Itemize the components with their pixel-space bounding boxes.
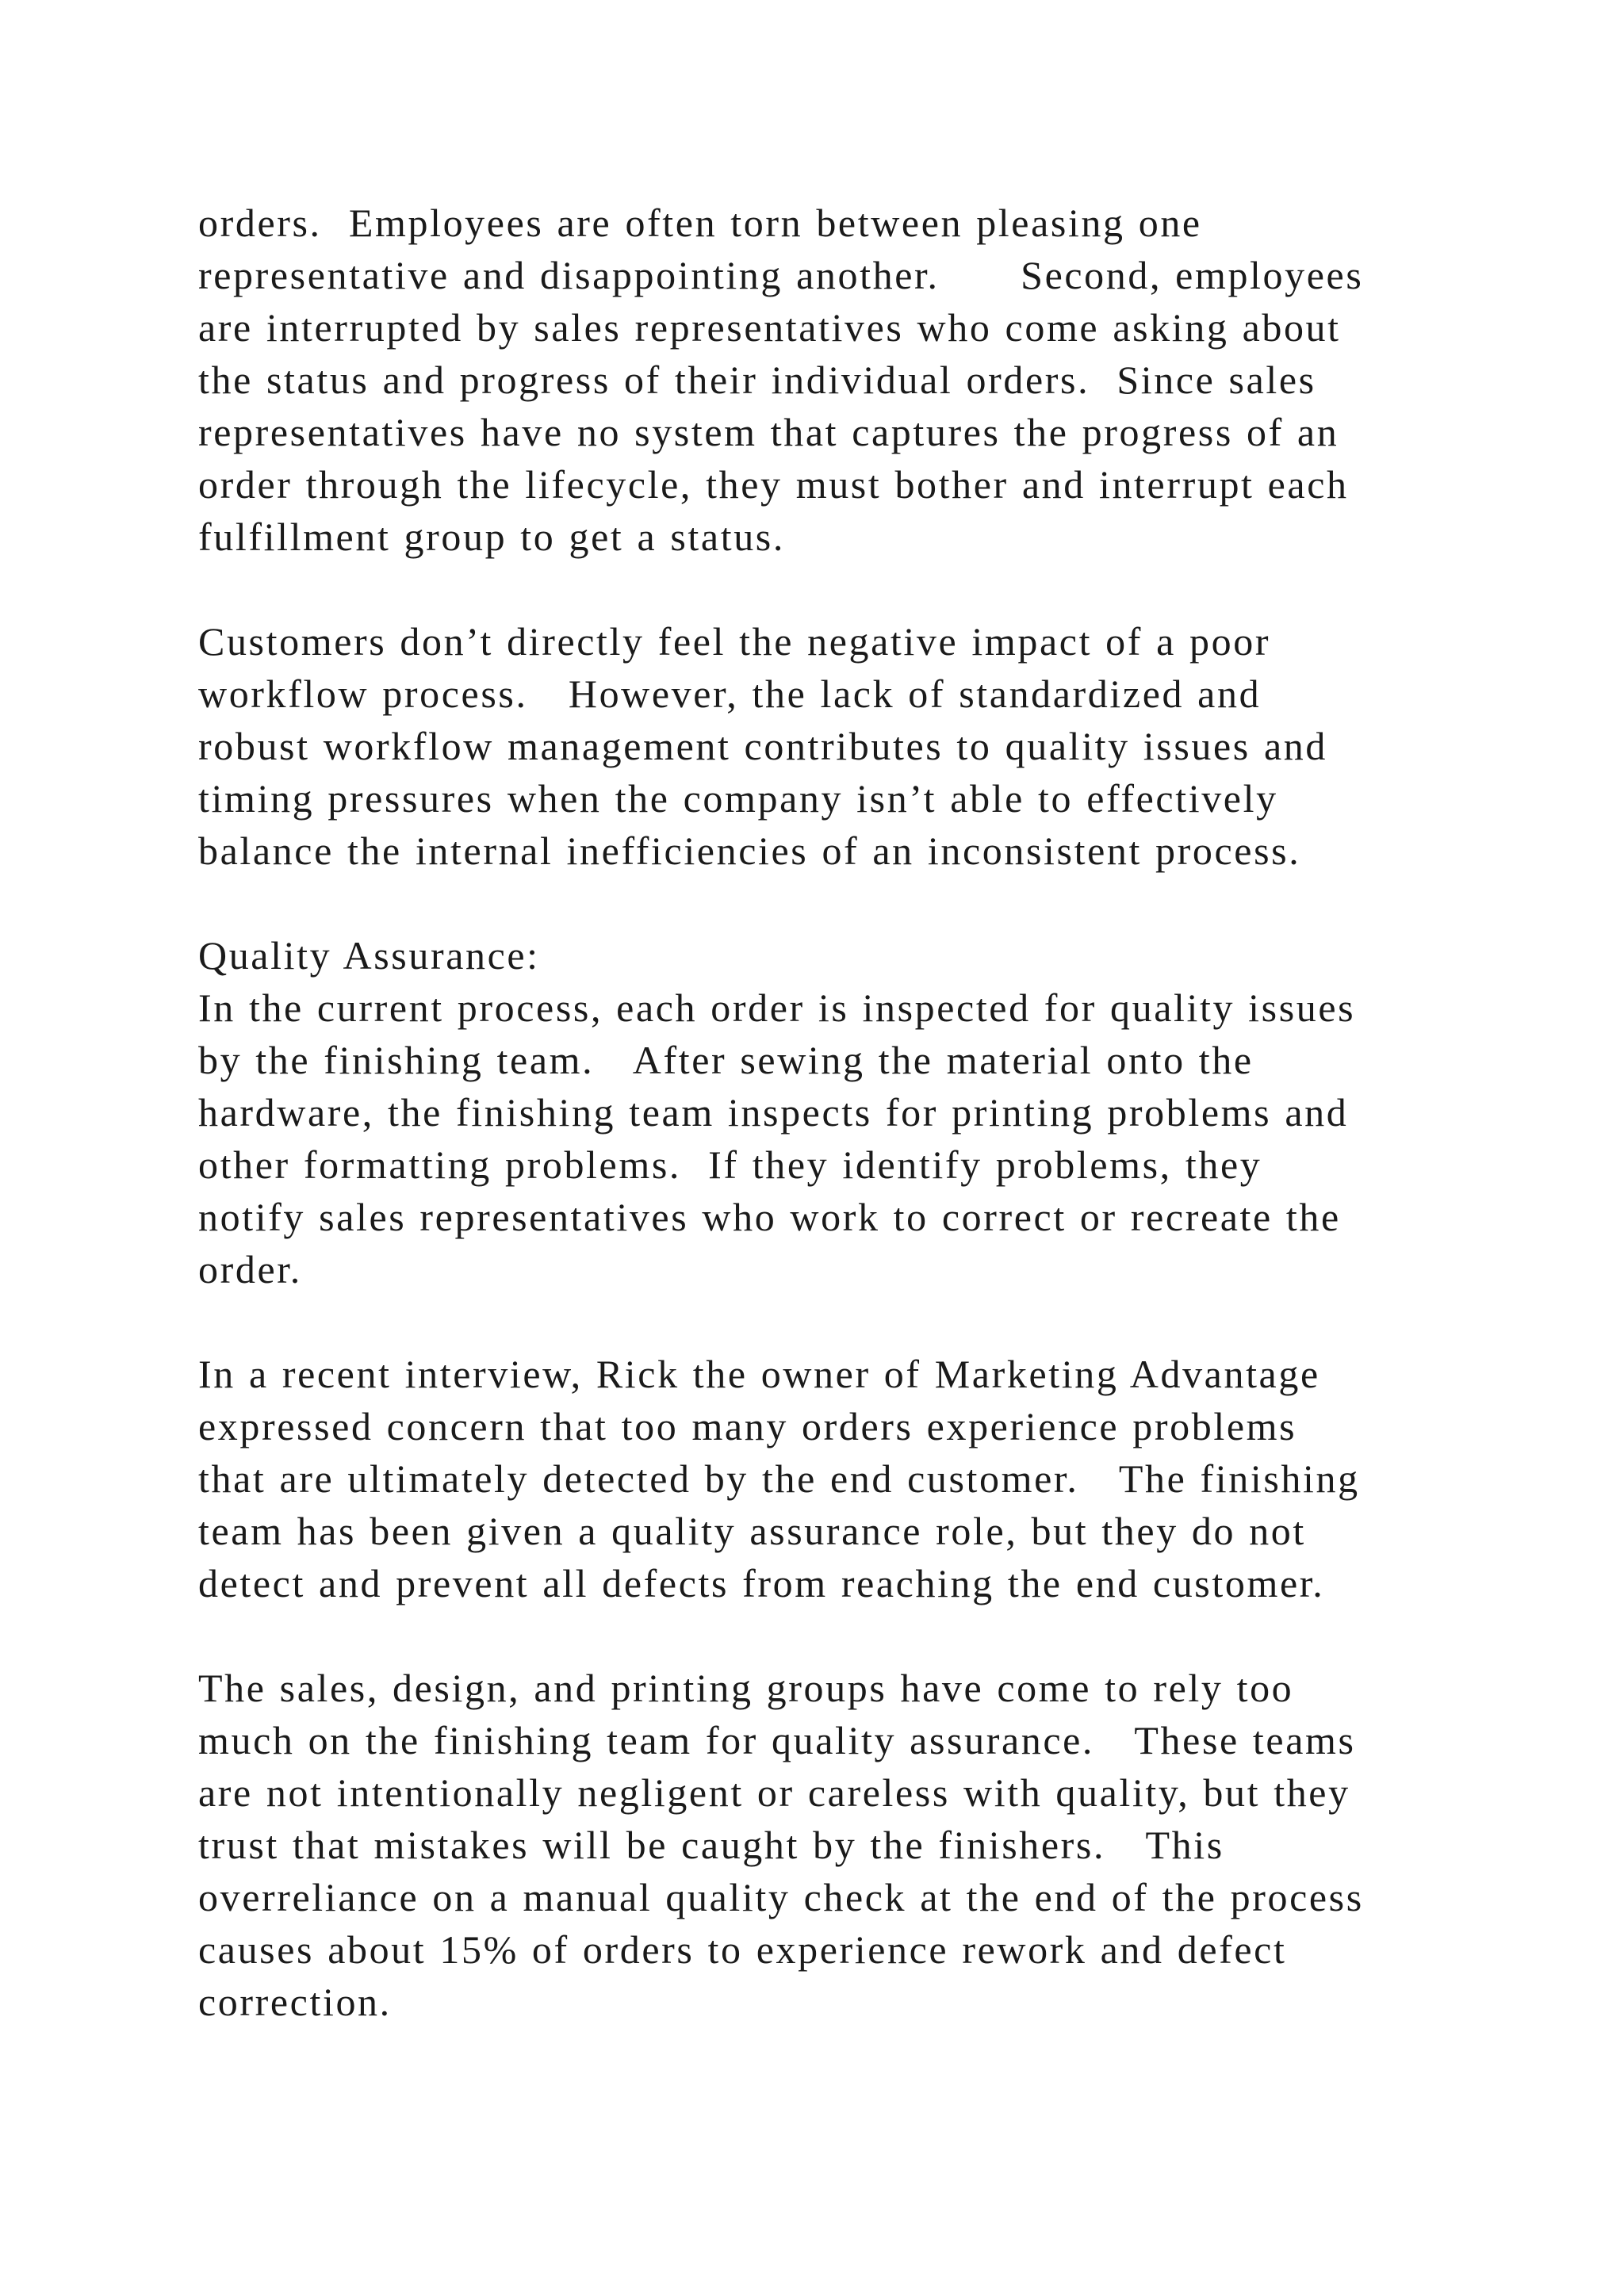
text-line: timing pressures when the company isn’t able to effectively: [198, 776, 1278, 821]
text-line: expressed concern that too many orders experience problems: [198, 1404, 1297, 1448]
text-line: team has been given a quality assurance role, but they do not: [198, 1509, 1306, 1553]
text-line: much on the finishing team for quality assurance. These teams: [198, 1718, 1356, 1762]
text-line: by the finishing team. After sewing the material onto the: [198, 1038, 1254, 1082]
text-line: that are ultimately detected by the end customer. The finishing: [198, 1456, 1360, 1501]
paragraph-gap: [198, 1295, 1507, 1348]
text-line: In the current process, each order is inspected for quality issues: [198, 985, 1356, 1030]
text-line: orders. Employees are often torn between pleasing one: [198, 201, 1202, 245]
text-line: balance the internal inefficiencies of an inconsistent process.: [198, 828, 1301, 873]
text-line: Customers don’t directly feel the negative impact of a poor: [198, 619, 1271, 664]
text-line: order.: [198, 1247, 302, 1292]
text-line: trust that mistakes will be caught by the finishers. This: [198, 1823, 1224, 1867]
text-line: robust workflow management contributes to quality issues and: [198, 724, 1327, 768]
paragraph-gap: [198, 877, 1507, 929]
text-line: representatives have no system that captures the progress of an: [198, 410, 1339, 454]
text-line: notify sales representatives who work to correct or recreate the: [198, 1195, 1341, 1239]
text-line: correction.: [198, 1980, 392, 2024]
text-line: hardware, the finishing team inspects for printing problems and: [198, 1090, 1349, 1135]
text-line: are not intentionally negligent or careless with quality, but they: [198, 1770, 1350, 1815]
text-line: overreliance on a manual quality check at the end of the process: [198, 1875, 1364, 1919]
document-body-text: [198, 197, 1507, 2028]
text-line: workflow process. However, the lack of standardized and: [198, 672, 1262, 716]
text-line: representative and disappointing another. Second, employees: [198, 253, 1364, 297]
text-line: In a recent interview, Rick the owner of Marketing Advantage: [198, 1352, 1320, 1396]
paragraph-gap: [198, 563, 1507, 615]
text-line: are interrupted by sales representatives who come asking about: [198, 305, 1341, 350]
text-line: order through the lifecycle, they must bother and interrupt each: [198, 462, 1349, 507]
text-line: causes about 15% of orders to experience rework and defect: [198, 1927, 1287, 1972]
text-line: the status and progress of their individual orders. Since sales: [198, 358, 1316, 402]
text-line: other formatting problems. If they identify problems, they: [198, 1142, 1262, 1187]
text-line: The sales, design, and printing groups have come to rely too: [198, 1666, 1294, 1710]
text-line: fulfillment group to get a status.: [198, 515, 785, 559]
text-line: detect and prevent all defects from reaching the end customer.: [198, 1561, 1325, 1605]
section-heading: Quality Assurance:: [198, 933, 540, 978]
paragraph-gap: [198, 1609, 1507, 1662]
